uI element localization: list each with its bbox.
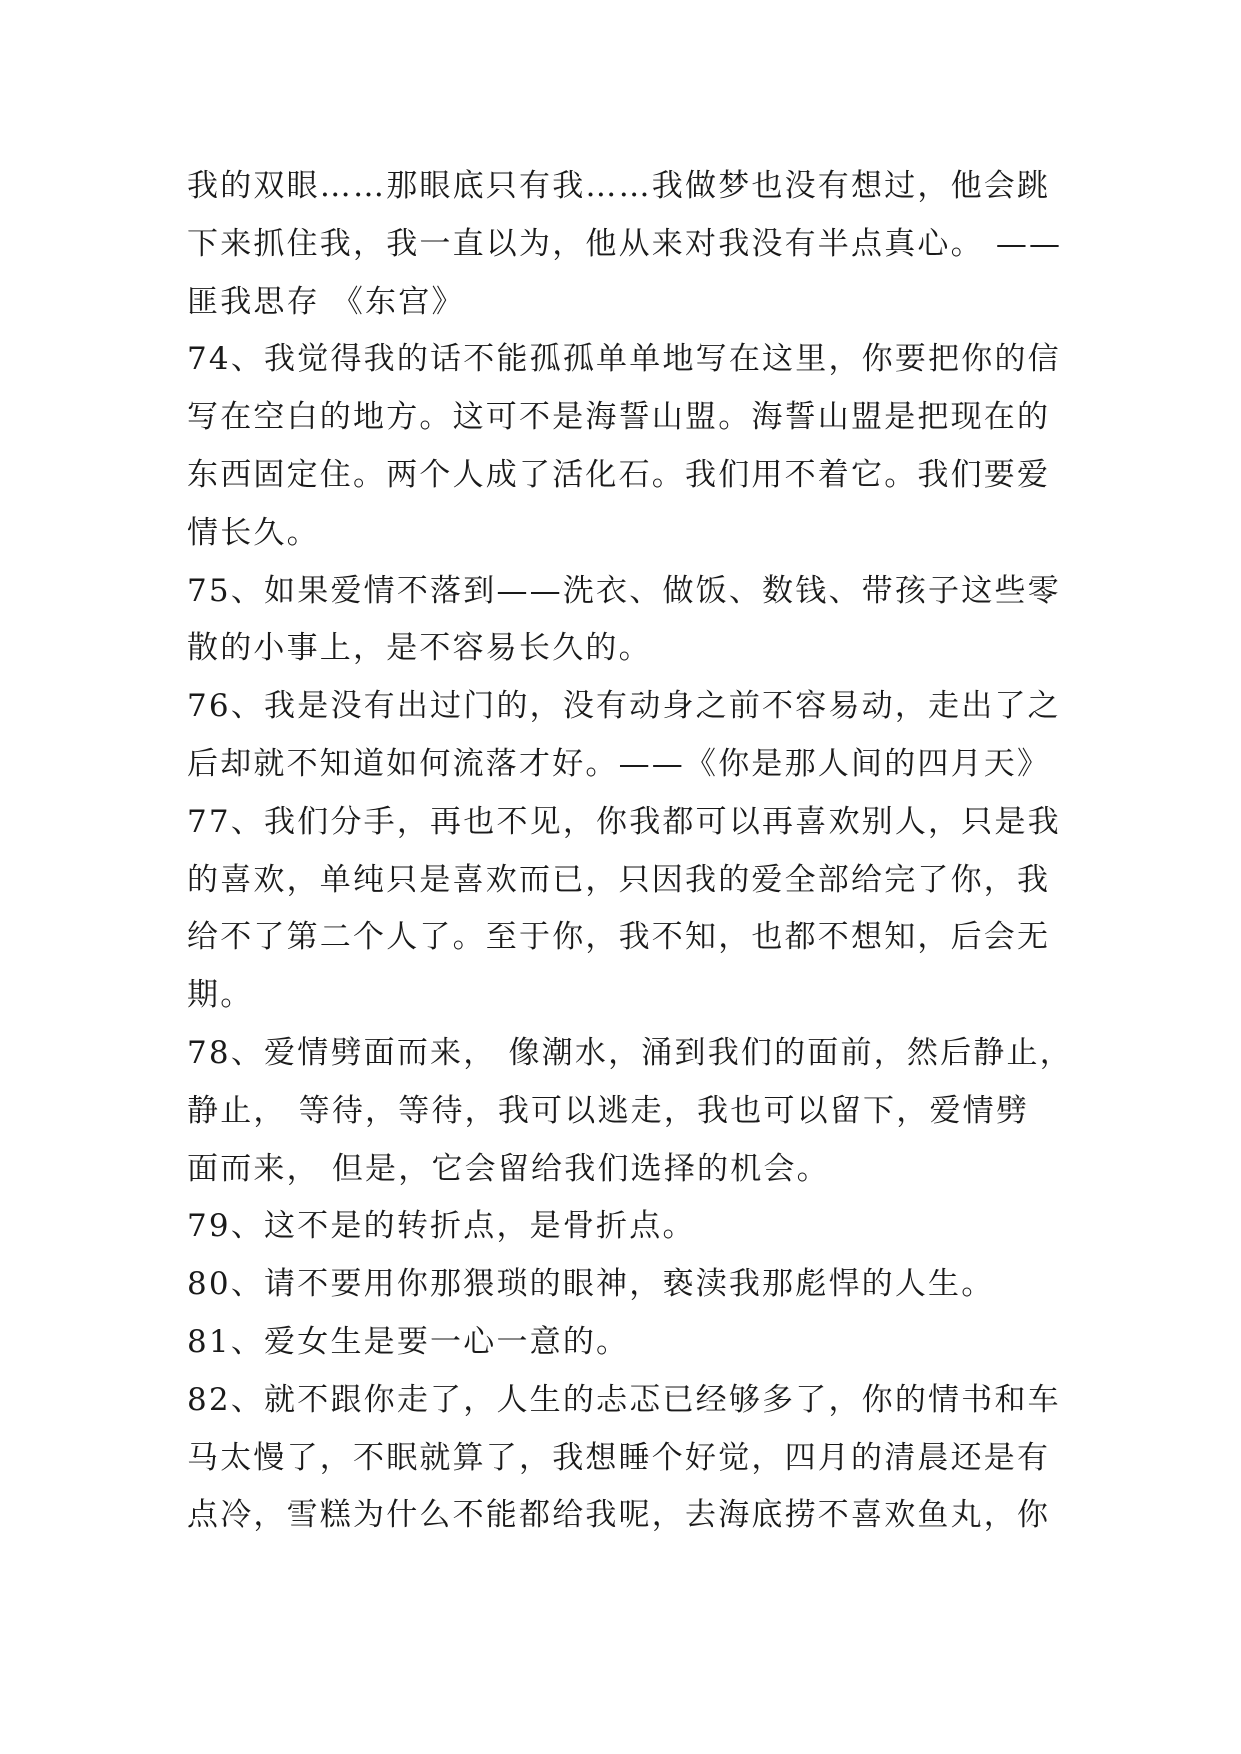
text-line: 面而来， 但是，它会留给我们选择的机会。 — [187, 1150, 830, 1187]
text-line: 79、这不是的转折点，是骨折点。 — [187, 1208, 696, 1245]
body-text — [187, 158, 1073, 1545]
text-line: 后却就不知道如何流落才好。——《你是那人间的四月天》 — [187, 745, 1051, 782]
text-line: 的喜欢，单纯只是喜欢而已，只因我的爱全部给完了你，我 — [187, 861, 1051, 898]
text-line: 下来抓住我，我一直以为，他从来对我没有半点真心。 —— — [187, 225, 1063, 262]
text-line: 马太慢了，不眠就算了，我想睡个好觉，四月的清晨还是有 — [187, 1439, 1051, 1476]
text-line: 静止， 等待，等待，我可以逃走，我也可以留下，爱情劈 — [187, 1092, 1030, 1129]
text-line: 80、请不要用你那猥琐的眼神，亵渎我那彪悍的人生。 — [187, 1266, 995, 1303]
text-line: 写在空白的地方。这可不是海誓山盟。海誓山盟是把现在的 — [187, 399, 1051, 436]
text-line: 78、爱情劈面而来， 像潮水，涌到我们的面前，然后静止， — [187, 1034, 1073, 1071]
text-line: 散的小事上，是不容易长久的。 — [187, 630, 652, 667]
text-line: 74、我觉得我的话不能孤孤单单地写在这里，你要把你的信 — [187, 341, 1061, 378]
text-line: 76、我是没有出过门的，没有动身之前不容易动，走出了之 — [187, 688, 1061, 725]
text-line: 匪我思存 《东宫》 — [187, 283, 465, 320]
text-line: 给不了第二个人了。至于你，我不知，也都不想知，后会无 — [187, 919, 1051, 956]
text-line: 东西固定住。两个人成了活化石。我们用不着它。我们要爱 — [187, 456, 1051, 493]
text-line: 我的双眼……那眼底只有我……我做梦也没有想过，他会跳 — [187, 168, 1051, 204]
text-line: 77、我们分手，再也不见，你我都可以再喜欢别人，只是我 — [187, 803, 1061, 840]
text-line: 82、就不跟你走了，人生的忐忑已经够多了，你的情书和车 — [187, 1381, 1061, 1418]
text-line: 期。 — [187, 977, 254, 1014]
text-line: 情长久。 — [187, 514, 320, 551]
text-line: 点冷，雪糕为什么不能都给我呢，去海底捞不喜欢鱼丸，你 — [187, 1497, 1051, 1534]
text-line: 81、爱女生是要一心一意的。 — [187, 1323, 630, 1360]
text-line: 75、如果爱情不落到——洗衣、做饭、数钱、带孩子这些零 — [187, 572, 1061, 609]
